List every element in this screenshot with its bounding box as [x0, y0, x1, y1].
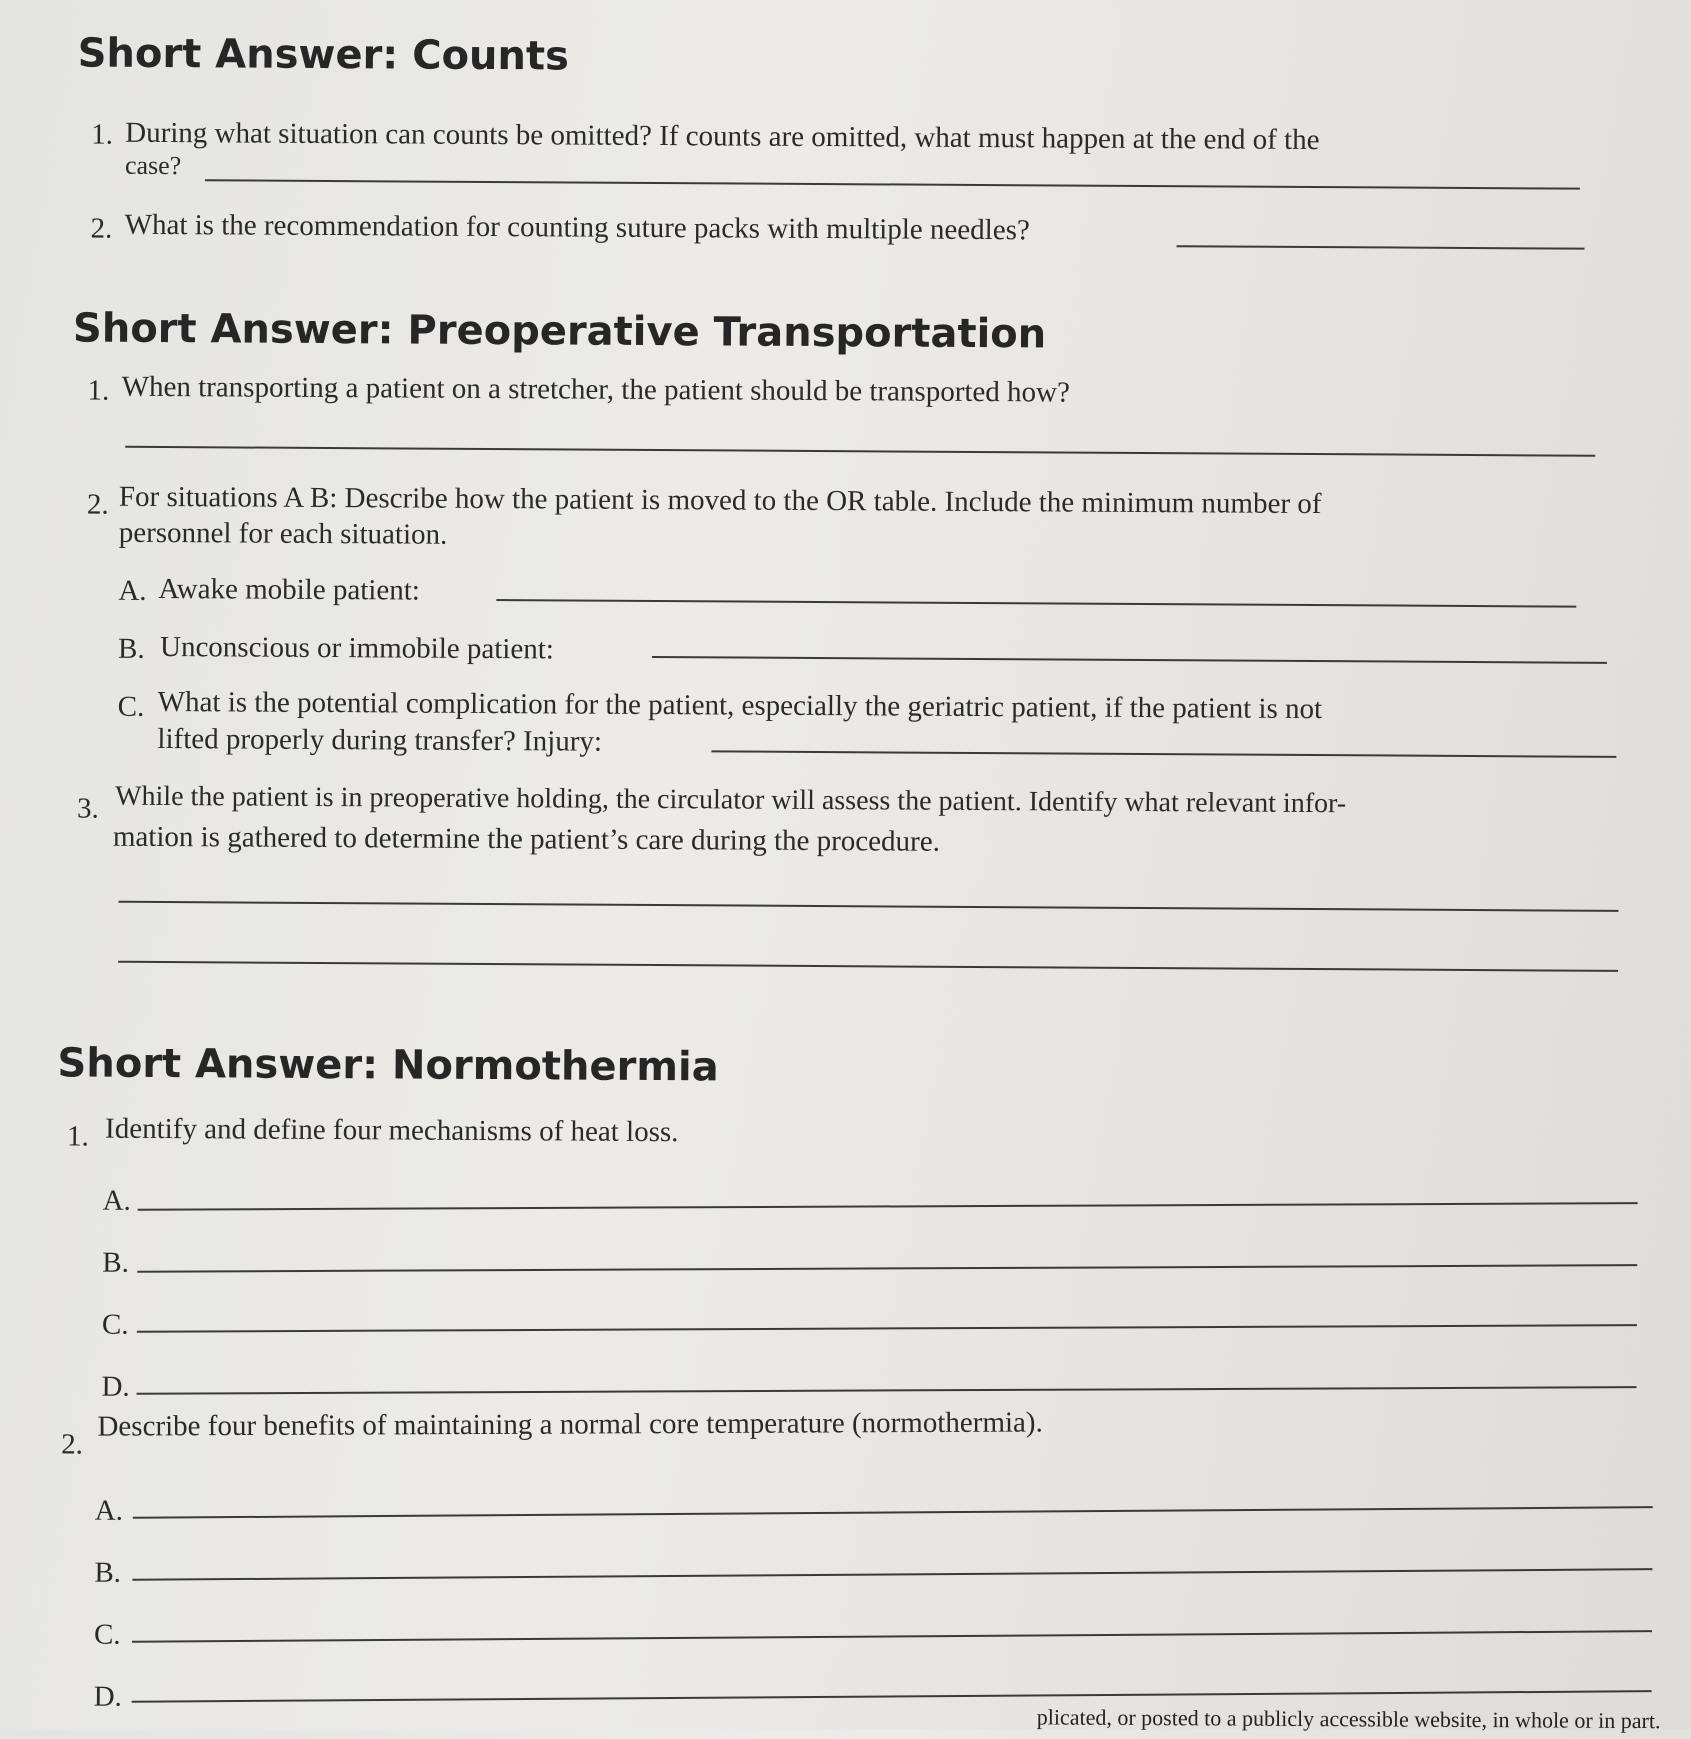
answer-line[interactable] [118, 901, 1618, 912]
item-letter: B. [94, 1556, 122, 1589]
answer-line[interactable] [496, 599, 1576, 608]
answer-line[interactable] [137, 1264, 1637, 1273]
answer-line[interactable] [652, 656, 1607, 664]
question-text: When transporting a patient on a stretcher, the patient should be transported how? [121, 370, 1071, 409]
item-text-cont: lifted properly during transfer? Injury: [157, 722, 603, 758]
item-letter: B. [102, 1246, 129, 1279]
item-text: What is the potential complication for the patient, especially the geriatric patient, if the patient is not [157, 685, 1323, 726]
copyright-footer: plicated, or posted to a publicly accessible website, in whole or in part. [1036, 1704, 1661, 1734]
question-text: What is the recommendation for counting suture packs with multiple needles? [124, 208, 1030, 247]
answer-line[interactable] [133, 1506, 1653, 1519]
item-text: Unconscious or immobile patient: [159, 630, 555, 666]
answer-line[interactable] [138, 1202, 1638, 1211]
answer-line[interactable] [132, 1630, 1652, 1643]
question-number: 1. [66, 1120, 89, 1153]
question-number: 2. [86, 488, 109, 521]
item-letter: D. [101, 1370, 130, 1403]
answer-line[interactable] [132, 1568, 1652, 1581]
answer-line[interactable] [118, 961, 1618, 972]
item-letter: A. [118, 574, 147, 607]
answer-line[interactable] [205, 179, 1580, 189]
answer-line[interactable] [711, 750, 1616, 758]
question-text: While the patient is in preoperative holding, the circulator will assess the patient. Identify what relevant infor- [115, 780, 1347, 820]
item-letter: C. [117, 690, 145, 723]
item-letter: D. [93, 1680, 122, 1713]
answer-line[interactable] [137, 1324, 1637, 1333]
question-text: Identify and define four mechanisms of heat loss. [105, 1112, 679, 1149]
item-letter: C. [93, 1618, 121, 1651]
question-text-cont: mation is gathered to determine the patient’s care during the procedure. [112, 820, 940, 858]
answer-line[interactable] [137, 1386, 1637, 1395]
question-text-cont: personnel for each situation. [118, 516, 448, 551]
question-number: 1. [87, 374, 110, 407]
item-letter: B. [117, 632, 145, 665]
section-heading-transportation: Short Answer: Preoperative Transportation [72, 305, 1047, 358]
item-letter: A. [94, 1494, 124, 1527]
question-number: 1. [91, 118, 114, 151]
question-number: 3. [76, 792, 99, 825]
question-text: Describe four benefits of maintaining a normal core temperature (normothermia). [97, 1406, 1043, 1443]
section-heading-normothermia: Short Answer: Normothermia [57, 1040, 719, 1091]
answer-line[interactable] [125, 446, 1595, 457]
answer-line[interactable] [1177, 245, 1585, 249]
question-text: For situations A B: Describe how the patient is moved to the OR table. Include the minimum number of [118, 480, 1322, 521]
answer-line[interactable] [132, 1690, 1652, 1703]
question-text-cont: case? [124, 150, 182, 181]
question-number: 2. [61, 1428, 84, 1461]
question-text: During what situation can counts be omitted? If counts are omitted, what must happen at the end of the [125, 116, 1320, 157]
item-letter: A. [102, 1184, 131, 1217]
section-heading-counts: Short Answer: Counts [77, 30, 570, 80]
item-letter: C. [101, 1308, 129, 1341]
question-number: 2. [90, 212, 113, 245]
item-text: Awake mobile patient: [158, 572, 420, 607]
